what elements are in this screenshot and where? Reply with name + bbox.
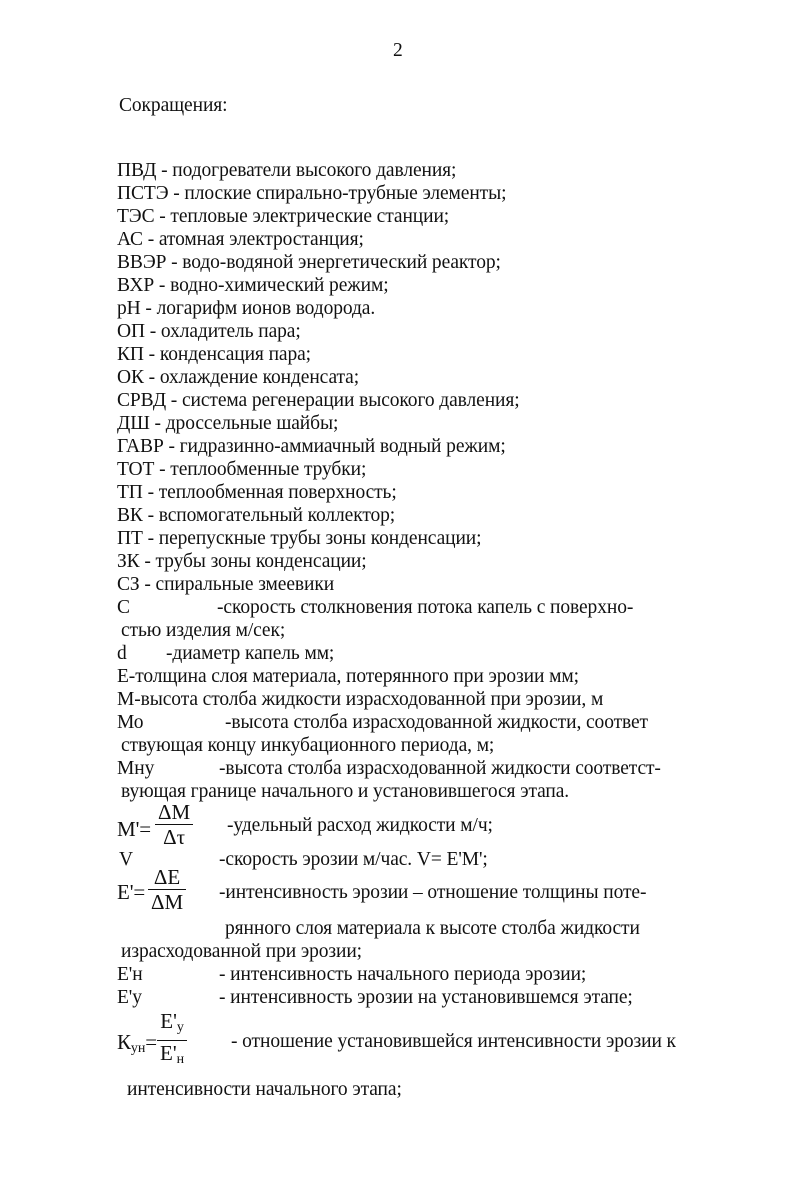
abbrev-line: ЗК - трубы зоны конденсации; [117, 551, 367, 572]
formula-mprime-lhs: М'= [117, 817, 151, 841]
symbol-d: d [117, 643, 127, 664]
formula-eprime-definition-cont: рянного слоя материала к высоте столба жидкости [225, 918, 640, 939]
symbol-v-definition: -скорость эрозии м/час. V= E'M'; [219, 849, 488, 870]
formula-mprime-fraction [155, 801, 193, 848]
abbrev-line: ТЭС - тепловые электрические станции; [117, 206, 450, 227]
formula-k-definition-cont: интенсивности начального этапа; [127, 1079, 402, 1100]
page-number: 2 [393, 40, 403, 61]
fraction-numerator [157, 1010, 187, 1039]
abbrev-line: КП - конденсация пара; [117, 344, 311, 365]
abbrev-line: ВК - вспомогательный коллектор; [117, 505, 396, 526]
symbol-c-definition-cont: стью изделия м/сек; [121, 620, 286, 641]
k-num-symbol: Е' [160, 1009, 177, 1033]
fraction-denominator: Δτ [163, 825, 186, 849]
abbrev-line: ОК - охлаждение конденсата; [117, 367, 360, 388]
symbol-en-definition: - интенсивность начального периода эрозии; [219, 964, 587, 985]
symbol-mo-definition: -высота столба израсходованной жидкости, соответ [225, 712, 648, 733]
formula-eprime-definition: -интенсивность эрозии – отношение толщины поте- [219, 882, 647, 903]
fraction-denominator: ΔМ [151, 890, 184, 914]
abbrev-line: ОП - охладитель пара; [117, 321, 301, 342]
abbrev-line: рН - логарифм ионов водорода. [117, 298, 376, 319]
abbrev-line: ПСТЭ - плоские спирально-трубные элементы; [117, 183, 507, 204]
formula-eprime-fraction [148, 866, 186, 913]
symbol-mo-definition-cont: ствующая концу инкубационного периода, м; [121, 735, 495, 756]
k-den-subscript: н [176, 1052, 185, 1067]
abbrev-line: ТП - теплообменная поверхность; [117, 482, 397, 503]
k-den-symbol: Е' [160, 1041, 177, 1065]
formula-k-lhs [117, 1031, 157, 1060]
symbol-en: Е'н [117, 964, 143, 985]
formula-k-symbol: К [117, 1030, 131, 1054]
abbrev-line: ВХР - водно-химический режим; [117, 275, 389, 296]
formula-k-definition: - отношение установившейся интенсивности эрозии к [231, 1031, 676, 1052]
fraction-numerator: ΔМ [158, 800, 191, 824]
symbol-e-line: Е-толщина слоя материала, потерянного при эрозии мм; [117, 666, 579, 687]
symbol-mnu: Мну [117, 758, 155, 779]
formula-eprime-definition-cont2: израсходованной при эрозии; [121, 941, 363, 962]
abbrev-line: ТОТ - теплообменные трубки; [117, 459, 367, 480]
symbol-mnu-definition-cont: вующая границе начального и установившегося этапа. [121, 781, 570, 802]
abbrev-line: ПТ - перепускные трубы зоны конденсации; [117, 528, 482, 549]
fraction-numerator: ΔЕ [153, 865, 181, 889]
abbrev-line: ПВД - подогреватели высокого давления; [117, 160, 457, 181]
symbol-m-line: М-высота столба жидкости израсходованной при эрозии, м [117, 689, 604, 710]
symbol-ey: Е'у [117, 987, 142, 1008]
abbrev-line: ДШ - дроссельные шайбы; [117, 413, 339, 434]
symbol-mnu-definition: -высота столба израсходованной жидкости соответст- [219, 758, 661, 779]
k-num-subscript: у [176, 1020, 184, 1035]
section-heading: Сокращения: [119, 95, 228, 116]
formula-k-equals: = [145, 1030, 157, 1054]
formula-mprime-definition: -удельный расход жидкости м/ч; [227, 815, 493, 836]
symbol-ey-definition: - интенсивность эрозии на установившемся этапе; [219, 987, 633, 1008]
symbol-v: V [119, 849, 133, 870]
formula-k-subscript: ун [130, 1041, 146, 1056]
abbrev-line: СРВД - система регенерации высокого давления; [117, 390, 520, 411]
abbrev-line: АС - атомная электростанция; [117, 229, 364, 250]
symbol-mo: Мо [117, 712, 144, 733]
abbrev-line: ГАВР - гидразинно-аммиачный водный режим; [117, 436, 506, 457]
formula-k-fraction [157, 1010, 187, 1071]
abbrev-line: ВВЭР - водо-водяной энергетический реактор; [117, 252, 501, 273]
abbrev-line: СЗ - спиральные змеевики [117, 574, 335, 595]
symbol-d-definition: -диаметр капель мм; [166, 643, 335, 664]
fraction-denominator [157, 1042, 187, 1071]
symbol-c: С [117, 597, 130, 618]
formula-eprime-lhs: Е'= [117, 880, 146, 904]
symbol-c-definition: -скорость столкновения потока капель с поверхно- [217, 597, 634, 618]
